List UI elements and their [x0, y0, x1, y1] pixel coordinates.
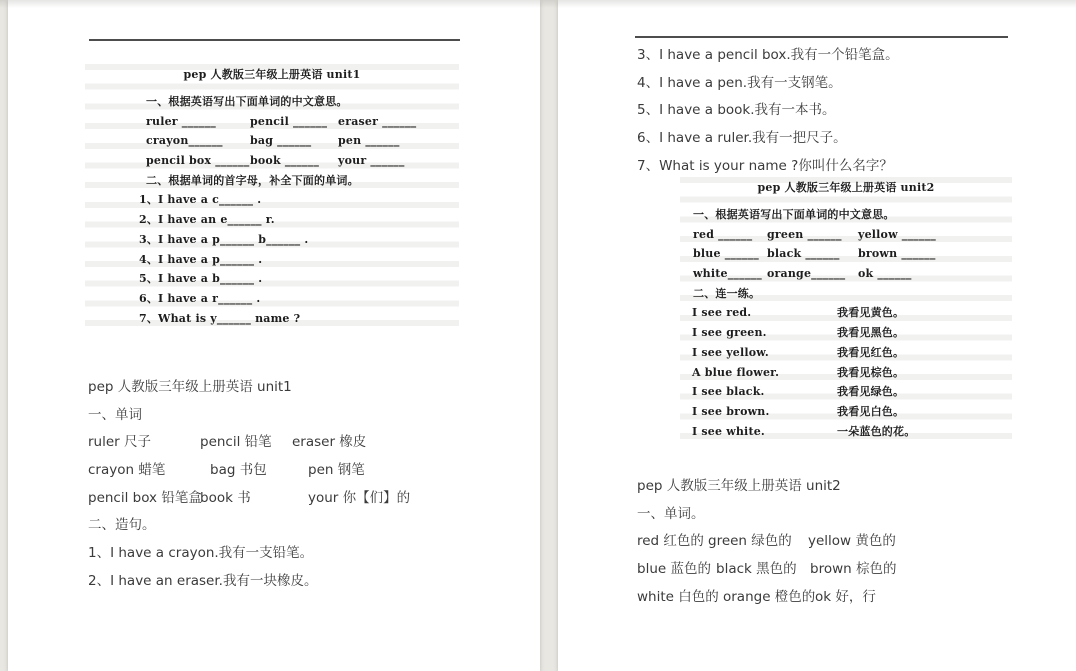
vocab-cell: pencil 铅笔	[200, 434, 272, 451]
match-pair-row	[680, 363, 1012, 383]
vocab-cell: brown 棕色的	[810, 561, 897, 578]
fill-blank-item: 7、What is y______ name ?	[139, 311, 301, 325]
header-rule	[635, 36, 1008, 38]
match-english: I see black.	[692, 385, 765, 399]
vocab-cell: green 绿色的	[708, 533, 792, 550]
match-english: I see red.	[692, 306, 752, 320]
vocab-cell: pen 钢笔	[308, 462, 365, 479]
word-blank-row	[680, 225, 1012, 245]
match-english: I see white.	[692, 424, 765, 438]
worksheet-section1-heading: 一、根据英语写出下面单词的中文意思。	[693, 208, 895, 221]
word-blank-cell: book ______	[250, 154, 320, 168]
vocab-cell: crayon 蜡笔	[88, 462, 166, 479]
match-chinese: 我看见绿色。	[837, 385, 905, 399]
word-blank-cell: yellow ______	[858, 227, 936, 241]
fill-blank-item: 1、I have a c______ .	[139, 193, 262, 207]
sentence-item: 6、I have a ruler.我有一把尺子。	[637, 130, 847, 147]
vocab-cell: red 红色的	[637, 533, 704, 550]
word-blank-row	[85, 151, 459, 171]
match-english: I see yellow.	[692, 345, 769, 359]
vocab-cell: your 你【们】的	[308, 489, 411, 506]
word-blank-cell: pencil box ______	[146, 154, 250, 168]
word-blank-cell: pen ______	[338, 134, 400, 148]
notes-section2-heading: 二、造句。	[88, 517, 156, 534]
word-blank-row	[85, 131, 459, 151]
vocab-cell: ruler 尺子	[88, 434, 152, 451]
vocab-row	[637, 556, 1067, 584]
worksheet-title: pep 人教版三年级上册英语 unit1	[183, 68, 361, 81]
vocab-cell: eraser 橡皮	[292, 434, 367, 451]
worksheet-unit1-scan	[85, 64, 459, 330]
word-blank-row	[85, 112, 459, 132]
sentence-item: 1、I have a crayon.我有一支铅笔。	[88, 545, 314, 562]
word-blank-cell: eraser ______	[338, 114, 417, 128]
word-blank-cell: blue ______	[693, 247, 759, 261]
match-chinese: 我看见红色。	[837, 345, 905, 359]
fill-blank-item: 2、I have an e______ r.	[139, 213, 275, 227]
worksheet-section2-heading: 二、根据单词的首字母，补全下面的单词。	[146, 173, 359, 187]
match-pair-row	[680, 402, 1012, 422]
notes-unit1-continued	[637, 42, 1067, 180]
vocab-cell: yellow 黄色的	[808, 533, 896, 550]
word-blank-cell: white______	[693, 267, 762, 281]
worksheet-section2-heading: 二、连一练。	[693, 286, 761, 300]
word-blank-cell: red ______	[693, 227, 753, 241]
word-blank-cell: ok ______	[858, 267, 912, 281]
fill-blank-item: 3、I have a p______ b______ .	[139, 232, 309, 246]
notes-unit1	[88, 374, 528, 596]
word-blank-cell: brown ______	[858, 247, 936, 261]
vocab-row	[88, 457, 528, 485]
match-chinese: 我看见黄色。	[837, 306, 905, 320]
word-blank-cell: green ______	[767, 227, 842, 241]
vocab-cell: book 书	[200, 489, 251, 506]
match-chinese: 我看见黑色。	[837, 326, 905, 340]
word-blank-row	[680, 264, 1012, 284]
match-pair-row	[680, 343, 1012, 363]
worksheet-title: pep 人教版三年级上册英语 unit2	[757, 181, 935, 194]
match-english: I see brown.	[692, 404, 770, 418]
vocab-cell: ok 好，行	[815, 588, 876, 605]
word-blank-cell: bag ______	[250, 134, 312, 148]
vocab-cell: orange 橙色的	[723, 588, 816, 605]
vocab-row	[88, 485, 528, 513]
word-blank-cell: pencil ______	[250, 114, 328, 128]
match-english: A blue flower.	[692, 365, 780, 379]
match-pair-row	[680, 382, 1012, 402]
word-blank-cell: crayon______	[146, 134, 223, 148]
word-blank-cell: black ______	[767, 247, 840, 261]
sentence-item: 2、I have an eraser.我有一块橡皮。	[88, 572, 318, 589]
vocab-row	[637, 584, 1067, 612]
sentence-item: 3、I have a pencil box.我有一个铅笔盒。	[637, 47, 899, 63]
notes-title: pep 人教版三年级上册英语 unit2	[637, 478, 841, 494]
page-2[interactable]	[558, 0, 1076, 671]
page-1[interactable]	[8, 0, 540, 671]
word-blank-cell: your ______	[338, 154, 405, 168]
fill-blank-item: 4、I have a p______ .	[139, 252, 263, 266]
match-chinese: 我看见白色。	[837, 404, 905, 418]
sentence-item: 7、What is your name ?你叫什么名字？	[637, 157, 893, 174]
worksheet-unit2-scan	[680, 177, 1012, 443]
worksheet-section1-heading: 一、根据英语写出下面单词的中文意思。	[146, 95, 348, 108]
notes-title: pep 人教版三年级上册英语 unit1	[88, 379, 292, 395]
word-blank-row	[680, 244, 1012, 264]
vocab-cell: blue 蓝色的	[637, 561, 711, 578]
vocab-cell: white 白色的	[637, 588, 719, 605]
word-blank-cell: ruler ______	[146, 114, 216, 128]
fill-blank-item: 6、I have a r______ .	[139, 291, 261, 305]
match-pair-row	[680, 323, 1012, 343]
vocab-cell: black 黑色的	[716, 561, 797, 578]
vocab-row	[637, 528, 1067, 556]
vocab-cell: pencil box 铅笔盒	[88, 489, 202, 506]
match-pair-row	[680, 422, 1012, 442]
match-chinese: 一朵蓝色的花。	[837, 424, 916, 438]
word-blank-cell: orange______	[767, 267, 846, 281]
notes-unit2	[637, 473, 1067, 611]
sentence-item: 4、I have a pen.我有一支钢笔。	[637, 74, 842, 91]
match-chinese: 我看见棕色。	[837, 365, 905, 379]
sentence-item: 5、I have a book.我有一本书。	[637, 102, 836, 119]
fill-blank-item: 5、I have a b______ .	[139, 272, 263, 286]
match-pair-row	[680, 303, 1012, 323]
header-rule	[89, 39, 460, 41]
vocab-cell: bag 书包	[210, 462, 267, 479]
notes-section1-heading: 一、单词。	[637, 505, 705, 522]
notes-section1-heading: 一、单词	[88, 406, 142, 423]
match-english: I see green.	[692, 326, 767, 340]
vocab-row	[88, 429, 528, 457]
